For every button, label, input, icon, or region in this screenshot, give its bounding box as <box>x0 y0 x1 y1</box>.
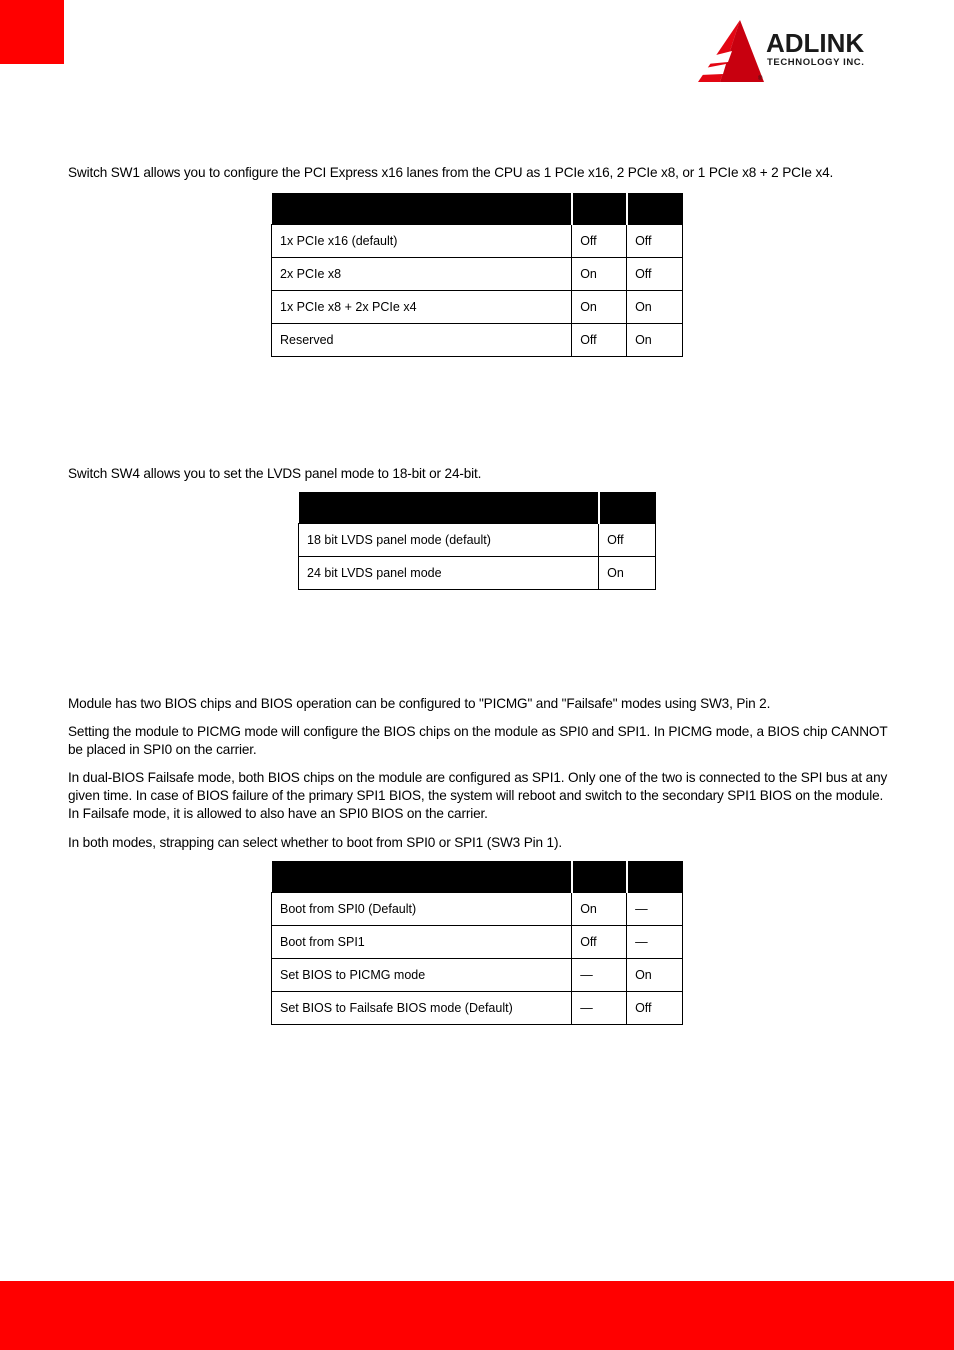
pin2-cell: — <box>627 926 683 959</box>
mode-cell: Boot from SPI1 <box>272 926 572 959</box>
table-row <box>272 324 683 357</box>
table-header-row <box>299 492 656 524</box>
table-row <box>272 959 683 992</box>
table-row <box>272 992 683 1025</box>
adlink-logo-graphic <box>696 18 908 84</box>
pin1-cell: Off <box>572 225 627 258</box>
svg-text:®: ® <box>758 76 763 82</box>
pin2-cell: Off <box>627 258 683 291</box>
mode-cell: 1x PCIe x8 + 2x PCIe x4 <box>272 291 572 324</box>
pin1-cell: Off <box>572 926 627 959</box>
corner-tab <box>0 0 64 64</box>
sw3-paragraph: Setting the module to PICMG mode will configure the BIOS chips on the module as SPI0 and SPI1. In PICMG mode, a BIOS chip CANNOT be placed in SPI0 on the carrier. <box>68 724 888 757</box>
svg-text:TECHNOLOGY INC.: TECHNOLOGY INC. <box>767 57 865 68</box>
sw3-paragraph: In dual-BIOS Failsafe mode, both BIOS chips on the module are configured as SPI1. Only one of the two is connected to the SPI bus at any given time. In case of BIOS failure of the primary SPI1 BIOS, the system will reboot and switch to the secondary SPI1 BIOS on the module. In Failsafe mode, it is allowed to also have an SPI0 BIOS on the carrier. <box>68 770 888 821</box>
pin1-cell: On <box>572 291 627 324</box>
pin2-cell: On <box>627 959 683 992</box>
pin1-cell: — <box>572 992 627 1025</box>
adlink-logo <box>696 18 908 84</box>
table-row <box>272 893 683 926</box>
table-row <box>299 557 656 590</box>
mode-cell: Set BIOS to PICMG mode <box>272 959 572 992</box>
svg-text:ADLINK: ADLINK <box>766 28 865 58</box>
sw1-intro: Switch SW1 allows you to configure the PCI Express x16 lanes from the CPU as 1 PCIe x16, 2 PCIe x8, or 1 PCIe x8 + 2 PCIe x4. <box>68 165 834 180</box>
pin2-cell: On <box>627 324 683 357</box>
pin1-cell: On <box>572 893 627 926</box>
mode-cell: Set BIOS to Failsafe BIOS mode (Default) <box>272 992 572 1025</box>
pin1-cell: — <box>572 959 627 992</box>
sw3-paragraph: In both modes, strapping can select whether to boot from SPI0 or SPI1 (SW3 Pin 1). <box>68 835 562 850</box>
pin2-cell: — <box>627 893 683 926</box>
table-row <box>299 524 656 557</box>
table-row <box>272 258 683 291</box>
table-row <box>272 291 683 324</box>
table-row <box>272 225 683 258</box>
pin1-cell: On <box>572 258 627 291</box>
sw3-paragraph: Module has two BIOS chips and BIOS operation can be configured to "PICMG" and "Failsafe" modes using SW3, Pin 2. <box>68 696 771 711</box>
pin1-cell: Off <box>599 524 656 557</box>
pin1-cell: On <box>599 557 656 590</box>
table-header-row <box>272 193 683 225</box>
mode-cell: 2x PCIe x8 <box>272 258 572 291</box>
pin2-cell: Off <box>627 225 683 258</box>
mode-cell: Boot from SPI0 (Default) <box>272 893 572 926</box>
sw4-table <box>298 492 656 590</box>
mode-cell: Reserved <box>272 324 572 357</box>
footer-bar <box>0 1281 954 1350</box>
table-header-row <box>272 861 683 893</box>
pin2-cell: On <box>627 291 683 324</box>
pin2-cell: Off <box>627 992 683 1025</box>
sw1-table <box>271 193 683 357</box>
pin1-cell: Off <box>572 324 627 357</box>
sw4-intro: Switch SW4 allows you to set the LVDS panel mode to 18-bit or 24-bit. <box>68 466 482 481</box>
mode-cell: 24 bit LVDS panel mode <box>299 557 599 590</box>
table-row <box>272 926 683 959</box>
sw3-table <box>271 861 683 1025</box>
mode-cell: 1x PCIe x16 (default) <box>272 225 572 258</box>
mode-cell: 18 bit LVDS panel mode (default) <box>299 524 599 557</box>
